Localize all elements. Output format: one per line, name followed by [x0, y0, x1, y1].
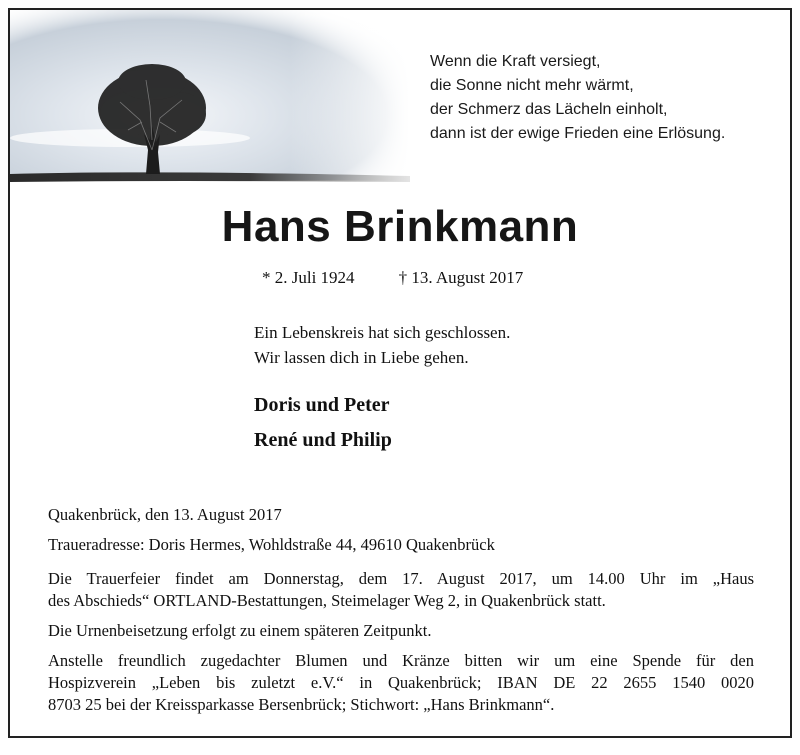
mourning-address: Traueradresse: Doris Hermes, Wohldstraße 44, 49610 Quakenbrück [48, 535, 495, 554]
mourner-line: Doris und Peter [254, 394, 390, 416]
life-dates [262, 268, 523, 288]
poem-line: Wenn die Kraft versiegt, [430, 53, 601, 70]
quote-line: Ein Lebenskreis hat sich geschlossen. [254, 323, 511, 342]
funeral-details [48, 504, 754, 716]
urn-burial-info: Die Urnenbeisetzung erfolgt zu einem späteren Zeitpunkt. [48, 621, 432, 640]
obituary-notice [8, 8, 792, 738]
mourner-line: René und Philip [254, 429, 392, 451]
tree-illustration [10, 10, 410, 186]
birth-date: * 2. Juli 1924 [262, 268, 355, 287]
ceremony-line: des Abschieds“ ORTLAND-Bestattungen, Steimelager Weg 2, in Quakenbrück statt. [48, 591, 606, 610]
mourner-names [254, 388, 392, 458]
poem-line: der Schmerz das Lächeln einholt, [430, 101, 668, 118]
poem-verse [430, 50, 725, 146]
deceased-name: Hans Brinkmann [221, 202, 579, 251]
ceremony-line: Die Trauerfeier findet am Donnerstag, dem 17. August 2017, um 14.00 Uhr im „Haus [48, 569, 754, 588]
donation-line: Anstelle freundlich zugedachter Blumen und Kränze bitten wir um eine Spende für den [48, 651, 754, 670]
ceremony-info [48, 568, 754, 612]
donation-info [48, 650, 754, 716]
donation-line: Hospizverein „Leben bis zuletzt e.V.“ in Quakenbrück; IBAN DE 22 2655 1540 0020 [48, 673, 754, 692]
poem-line: dann ist der ewige Frieden eine Erlösung. [430, 125, 726, 142]
place-date: Quakenbrück, den 13. August 2017 [48, 505, 282, 524]
death-date: † 13. August 2017 [398, 268, 524, 287]
farewell-quote [254, 320, 510, 370]
donation-line: 8703 25 bei der Kreissparkasse Bersenbrück; Stichwort: „Hans Brinkmann“. [48, 695, 555, 714]
quote-line: Wir lassen dich in Liebe gehen. [254, 348, 469, 367]
poem-line: die Sonne nicht mehr wärmt, [430, 77, 634, 94]
